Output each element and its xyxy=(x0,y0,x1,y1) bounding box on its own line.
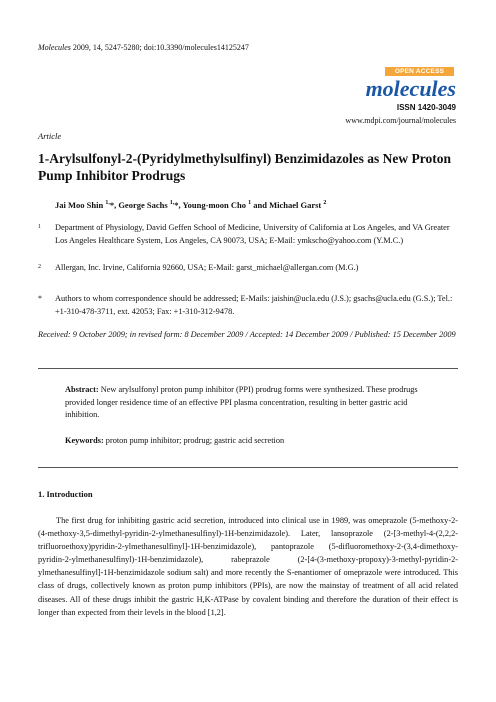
affiliation-number: 1 xyxy=(38,224,41,230)
keywords-label: Keywords: xyxy=(65,436,104,445)
affiliation-2 xyxy=(38,262,458,275)
journal-logo: molecules xyxy=(365,76,456,101)
affiliation-text: Department of Physiology, David Geffen School of Medicine, University of California at Los Angeles, and VA Greater Los Angeles Healthcare System, Los Angeles, CA 90073, USA; E-Mail: ymkscho@yahoo.com (Y.M.C.) xyxy=(55,223,450,245)
affiliation-text: Allergan, Inc. Irvine, California 92660, USA; E-Mail: garst_michael@allergan.com (M.G.) xyxy=(55,263,359,272)
journal-name: Molecules xyxy=(38,43,71,52)
correspondence-star: * xyxy=(38,294,42,303)
author: George Sachs $^{1,}$* xyxy=(118,200,179,210)
correspondence-note xyxy=(38,293,458,318)
paragraph: The first drug for inhibiting gastric acid secretion, introduced into clinical use in 1989, was omeprazole (5-methoxy-2-(4-methoxy-3,5-dimethyl-pyridin-2-ylmethanesulfinyl)-1H-benzimidazole). Later, lansoprazole (2-[3-methyl-4-(2,2,2-trifluoroethoxy)pyridin-2-ylmethanesulfinyl]-1H-benzimidazole), pantoprazole (5-difluoromethoxy-2-(3,4-dimethoxy-pyridin-2-ylmethanesulfinyl)-1H-benzimidazole), rabeprazole (2-[4-(3-methoxy-propoxy)-3-methyl-pyridin-2-ylmethanesulfinyl]-1H-benzimidazole sodium salt) and more recently the S-enantiomer of omeprazole were introduced. This class of drugs, collectively known as proton pump inhibitors (PPIs), are now the mainstay of treatment of all acid related diseases. All of these drugs inhibit the gastric H,K-ATPase by covalent binding and therefore the duration of their effect is longer than expected from their levels in the blood [1,2]. xyxy=(38,516,458,617)
keywords-text: proton pump inhibitor; prodrug; gastric acid secretion xyxy=(103,436,285,445)
article-type: Article xyxy=(38,131,62,141)
author-list: Jai Moo Shin $^{1,}$*, George Sachs $^{1,}$*, Young-moon Cho $^1$ and Michael Garst $^2$ xyxy=(55,200,327,210)
publication-dates: Received: 9 October 2009; in revised form: 8 December 2009 / Accepted: 14 December 2009 / Published: 15 December 2009 xyxy=(38,330,456,339)
abstract xyxy=(65,384,435,422)
journal-url[interactable]: www.mdpi.com/journal/molecules xyxy=(345,116,456,125)
divider-top xyxy=(38,368,458,369)
section-heading: 1. Introduction xyxy=(38,489,93,499)
citation-details: 2009, 14, 5247-5280; doi:10.3390/molecules14125247 xyxy=(70,43,249,52)
citation-line xyxy=(38,43,249,52)
author: Young-moon Cho $^1$ xyxy=(182,200,252,210)
affiliation-number: 2 xyxy=(38,264,41,270)
abstract-label: Abstract: xyxy=(65,385,99,394)
abstract-text: New arylsulfonyl proton pump inhibitor (PPI) prodrug forms were synthesized. These prodrugs provided longer residence time of an effective PPI plasma concentration, resulting in better gastric acid inhibition. xyxy=(65,385,418,419)
keywords xyxy=(65,436,435,445)
introduction-body xyxy=(38,514,458,619)
author: Jai Moo Shin $^{1,}$* xyxy=(55,200,115,210)
open-access-badge: OPEN ACCESS xyxy=(385,67,454,76)
issn: ISSN 1420-3049 xyxy=(396,103,456,112)
author: Michael Garst $^2$ xyxy=(269,200,327,210)
paper-title: 1-Arylsulfonyl-2-(Pyridylmethylsulfinyl) Benzimidazoles as New Proton Pump Inhibitor Prodrugs xyxy=(38,151,451,183)
divider-bottom xyxy=(38,467,458,468)
affiliation-1 xyxy=(38,222,458,247)
correspondence-text: Authors to whom correspondence should be addressed; E-Mails: jaishin@ucla.edu (J.S.); gsachs@ucla.edu (G.S.); Tel.: +1-310-478-3711, ext. 42053; Fax: +1-310-312-9478. xyxy=(55,294,453,316)
